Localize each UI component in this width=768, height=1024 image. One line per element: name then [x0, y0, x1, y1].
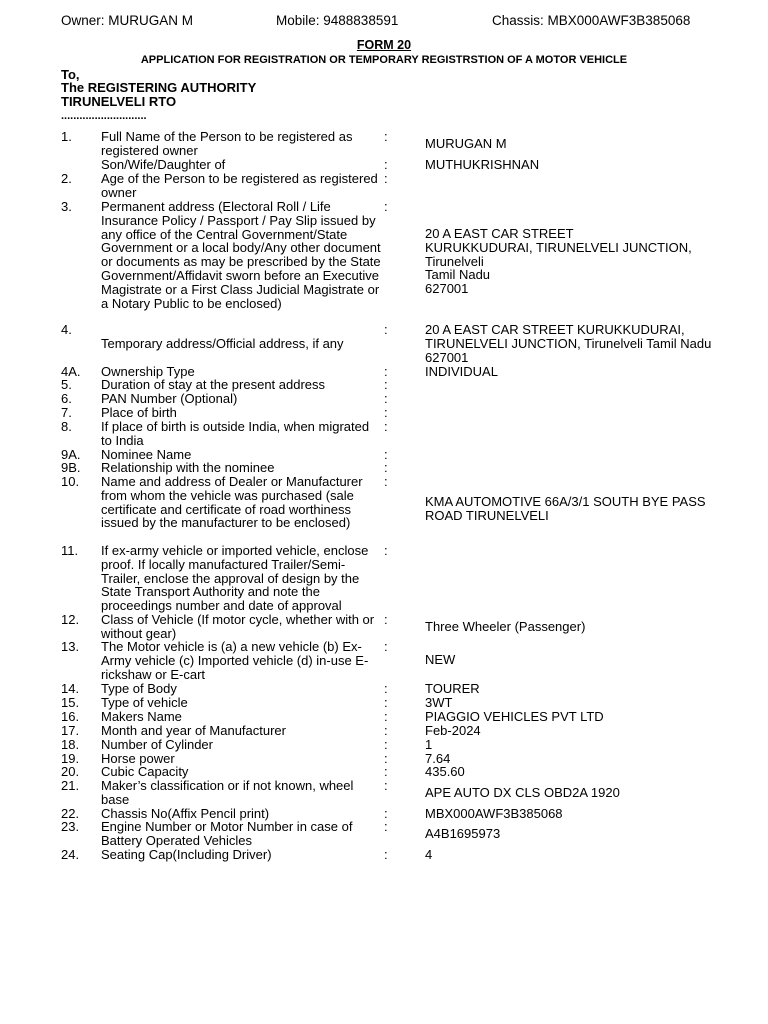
row-value: 4: [425, 847, 433, 862]
row-label: Engine Number or Motor Number in case of Battery Operated Vehicles: [101, 819, 353, 848]
row-value: Three Wheeler (Passenger): [425, 619, 586, 634]
row-label: Makers Name: [101, 709, 182, 724]
row-colon: :: [384, 157, 388, 172]
row-number: 13.: [61, 639, 80, 654]
row-label: Name and address of Dealer or Manufacturer from whom the vehicle was purchased (sale certificate and certificate of road worthiness issued by the manufacturer to be enclosed): [101, 474, 363, 531]
addressee-authority: The REGISTERING AUTHORITY: [61, 80, 257, 95]
row-colon: :: [384, 806, 388, 821]
row-number: 9A.: [61, 447, 81, 462]
row-value: 20 A EAST CAR STREET KURUKKUDURAI, TIRUNELVELI JUNCTION, Tirunelveli Tamil Nadu 627001: [425, 322, 712, 365]
row-label: Seating Cap(Including Driver): [101, 847, 272, 862]
header-mobile: Mobile: 9488838591: [276, 13, 399, 28]
row-number: 12.: [61, 612, 80, 627]
form-subtitle: APPLICATION FOR REGISTRATION OR TEMPORARY REGISTRSTION OF A MOTOR VEHICLE: [140, 54, 628, 66]
row-value: A4B1695973: [425, 826, 501, 841]
row-label: Son/Wife/Daughter of: [101, 157, 226, 172]
row-number: 8.: [61, 419, 72, 434]
row-value: 20 A EAST CAR STREET KURUKKUDURAI, TIRUNELVELI JUNCTION, Tirunelveli Tamil Nadu 627001: [425, 226, 692, 297]
row-colon: :: [384, 419, 388, 434]
row-colon: :: [384, 322, 388, 337]
row-colon: :: [384, 695, 388, 710]
row-colon: :: [384, 819, 388, 834]
row-label: Place of birth: [101, 405, 177, 420]
row-number: 9B.: [61, 460, 81, 475]
row-number: 19.: [61, 751, 80, 766]
row-number: 4A.: [61, 364, 81, 379]
row-number: 7.: [61, 405, 72, 420]
row-value: KMA AUTOMOTIVE 66A/3/1 SOUTH BYE PASS ROAD TIRUNELVELI: [425, 494, 706, 523]
row-label: Nominee Name: [101, 447, 192, 462]
row-label: Temporary address/Official address, if any: [101, 336, 344, 351]
row-colon: :: [384, 391, 388, 406]
row-label: Permanent address (Electoral Roll / Life Insurance Policy / Passport / Pay Slip issued by any office of the Central Government/State Government or a local body/Any other document or documents as may be prescribed by the State Government/Affidavit sworn before an Executive Magistrate or a First Class Judicial Magistrate or a Notary Public to be enclosed): [101, 199, 381, 311]
form-title: [0, 38, 768, 52]
row-value: NEW: [425, 652, 456, 667]
row-number: 14.: [61, 681, 80, 696]
row-label: Full Name of the Person to be registered as registered owner: [101, 129, 353, 158]
row-number: 5.: [61, 377, 72, 392]
row-number: 15.: [61, 695, 80, 710]
row-colon: :: [384, 847, 388, 862]
row-value: 3WT: [425, 695, 453, 710]
row-colon: :: [384, 199, 388, 214]
row-value: MURUGAN M: [425, 136, 507, 151]
row-colon: :: [384, 377, 388, 392]
form-title-text: FORM 20: [356, 38, 412, 52]
row-colon: :: [384, 129, 388, 144]
row-label: Cubic Capacity: [101, 764, 189, 779]
row-colon: :: [384, 612, 388, 627]
row-value: 1: [425, 737, 433, 752]
row-colon: :: [384, 474, 388, 489]
row-number: 23.: [61, 819, 80, 834]
row-label: Number of Cylinder: [101, 737, 213, 752]
row-number: 2.: [61, 171, 72, 186]
row-value: APE AUTO DX CLS OBD2A 1920: [425, 785, 620, 800]
row-value: MUTHUKRISHNAN: [425, 157, 540, 172]
addressee-dots: ............................: [61, 110, 147, 122]
row-number: 6.: [61, 391, 72, 406]
row-number: 18.: [61, 737, 80, 752]
row-number: 20.: [61, 764, 80, 779]
row-label: Duration of stay at the present address: [101, 377, 326, 392]
row-number: 10.: [61, 474, 80, 489]
row-label: If ex-army vehicle or imported vehicle, enclose proof. If locally manufactured Trailer/Semi-Trailer, enclose the approval of design by the State Transport Authority and note the proceedings number and date of approval: [101, 543, 369, 614]
row-label: The Motor vehicle is (a) a new vehicle (b) Ex-Army vehicle (c) Imported vehicle (d) in-use E-rickshaw or E-cart: [101, 639, 369, 682]
row-number: 4.: [61, 322, 72, 337]
row-label: Age of the Person to be registered as registered owner: [101, 171, 378, 200]
row-label: If place of birth is outside India, when migrated to India: [101, 419, 370, 448]
row-number: 3.: [61, 199, 72, 214]
addressee-to: To,: [61, 67, 80, 82]
header-chassis: Chassis: MBX000AWF3B385068: [492, 13, 691, 28]
row-label: Month and year of Manufacturer: [101, 723, 286, 738]
row-label: Type of Body: [101, 681, 177, 696]
row-label: Chassis No(Affix Pencil print): [101, 806, 270, 821]
row-value: 435.60: [425, 764, 465, 779]
row-number: 1.: [61, 129, 72, 144]
row-value: 7.64: [425, 751, 451, 766]
row-label: PAN Number (Optional): [101, 391, 238, 406]
row-label: Horse power: [101, 751, 175, 766]
row-colon: :: [384, 639, 388, 654]
row-label: Type of vehicle: [101, 695, 188, 710]
row-label: Relationship with the nominee: [101, 460, 275, 475]
row-colon: :: [384, 405, 388, 420]
row-value: PIAGGIO VEHICLES PVT LTD: [425, 709, 604, 724]
row-colon: :: [384, 778, 388, 793]
row-colon: :: [384, 723, 388, 738]
row-number: 16.: [61, 709, 80, 724]
row-number: 21.: [61, 778, 80, 793]
row-colon: :: [384, 681, 388, 696]
header-owner: Owner: MURUGAN M: [61, 13, 194, 28]
addressee-office: TIRUNELVELI RTO: [61, 94, 177, 109]
row-number: 17.: [61, 723, 80, 738]
row-colon: :: [384, 171, 388, 186]
row-colon: :: [384, 447, 388, 462]
row-colon: :: [384, 764, 388, 779]
row-colon: :: [384, 737, 388, 752]
row-label: Maker’s classification or if not known, wheel base: [101, 778, 354, 807]
row-value: MBX000AWF3B385068: [425, 806, 563, 821]
row-value: INDIVIDUAL: [425, 364, 498, 379]
row-colon: :: [384, 709, 388, 724]
row-colon: :: [384, 751, 388, 766]
row-label: Ownership Type: [101, 364, 195, 379]
row-value: TOURER: [425, 681, 480, 696]
row-value: Feb-2024: [425, 723, 481, 738]
row-number: 24.: [61, 847, 80, 862]
row-number: 22.: [61, 806, 80, 821]
row-number: 11.: [61, 543, 79, 558]
row-colon: :: [384, 364, 388, 379]
row-label: Class of Vehicle (If motor cycle, whether with or without gear): [101, 612, 375, 641]
row-colon: :: [384, 460, 388, 475]
row-colon: :: [384, 543, 388, 558]
